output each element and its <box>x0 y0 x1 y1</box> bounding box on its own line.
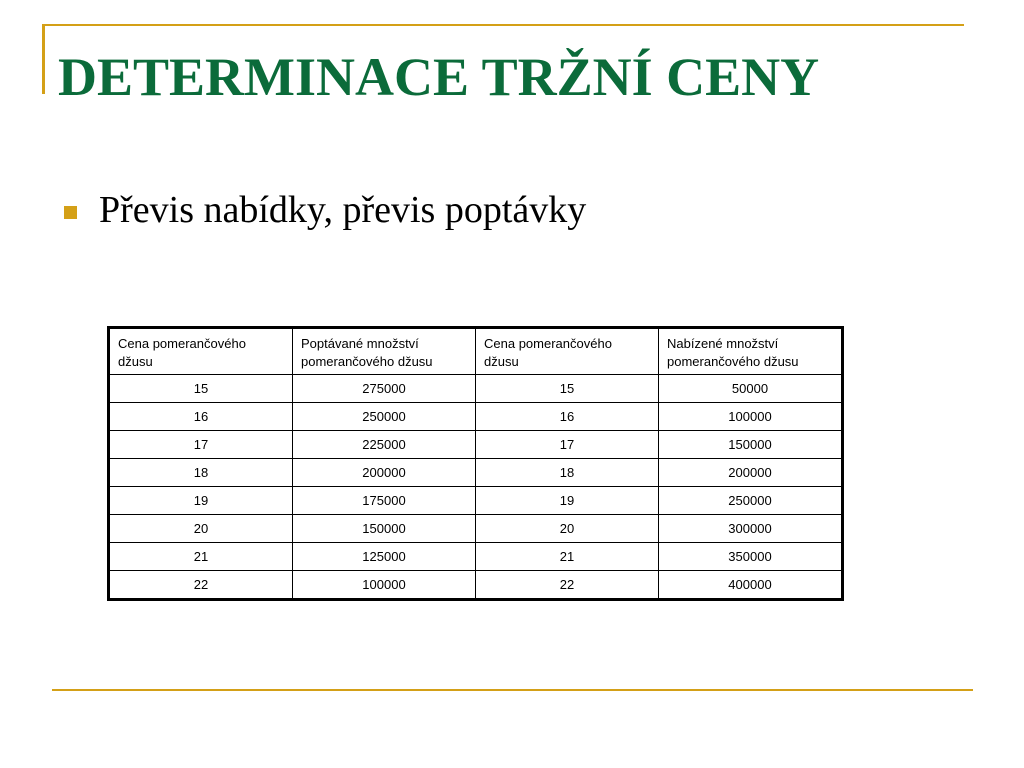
table-header-cell: Cena pomerančového džusu <box>109 328 293 375</box>
table-cell: 125000 <box>293 543 476 571</box>
table-cell: 250000 <box>659 487 843 515</box>
table-cell: 400000 <box>659 571 843 600</box>
table-cell: 100000 <box>293 571 476 600</box>
table-header-cell: Poptávané množství pomerančového džusu <box>293 328 476 375</box>
table-cell: 22 <box>476 571 659 600</box>
table-header-cell: Nabízené množství pomerančového džusu <box>659 328 843 375</box>
table-header-row <box>109 328 843 375</box>
table-cell: 15 <box>109 375 293 403</box>
title-accent-line-top <box>42 24 964 26</box>
table-cell: 18 <box>109 459 293 487</box>
footer-accent-line <box>52 689 973 691</box>
table-cell: 22 <box>109 571 293 600</box>
bullet-square-icon <box>64 206 77 219</box>
table-cell: 250000 <box>293 403 476 431</box>
bullet-text: Převis nabídky, převis poptávky <box>99 189 587 231</box>
table-cell: 21 <box>476 543 659 571</box>
table-cell: 16 <box>476 403 659 431</box>
table-cell: 100000 <box>659 403 843 431</box>
table-row <box>109 487 843 515</box>
table-cell: 17 <box>476 431 659 459</box>
table-cell: 350000 <box>659 543 843 571</box>
table-cell: 17 <box>109 431 293 459</box>
table-cell: 16 <box>109 403 293 431</box>
table-cell: 19 <box>476 487 659 515</box>
table-cell: 150000 <box>293 515 476 543</box>
table-cell: 15 <box>476 375 659 403</box>
table-cell: 50000 <box>659 375 843 403</box>
slide-title: DETERMINACE TRŽNÍ CENY <box>58 47 820 107</box>
table-cell: 200000 <box>293 459 476 487</box>
table-cell: 175000 <box>293 487 476 515</box>
table-row <box>109 403 843 431</box>
table-cell: 20 <box>109 515 293 543</box>
bullet-item <box>64 186 586 234</box>
table-row <box>109 375 843 403</box>
table-cell: 300000 <box>659 515 843 543</box>
table-header-cell: Cena pomerančového džusu <box>476 328 659 375</box>
data-table <box>107 326 844 601</box>
table-row <box>109 571 843 600</box>
table-cell: 150000 <box>659 431 843 459</box>
table-row <box>109 431 843 459</box>
table-cell: 20 <box>476 515 659 543</box>
table-row <box>109 515 843 543</box>
table-cell: 18 <box>476 459 659 487</box>
table-cell: 275000 <box>293 375 476 403</box>
data-table-container <box>107 326 844 601</box>
title-accent-line-left <box>42 24 45 94</box>
table-cell: 19 <box>109 487 293 515</box>
table-row <box>109 459 843 487</box>
table-cell: 21 <box>109 543 293 571</box>
table-cell: 200000 <box>659 459 843 487</box>
table-cell: 225000 <box>293 431 476 459</box>
table-row <box>109 543 843 571</box>
